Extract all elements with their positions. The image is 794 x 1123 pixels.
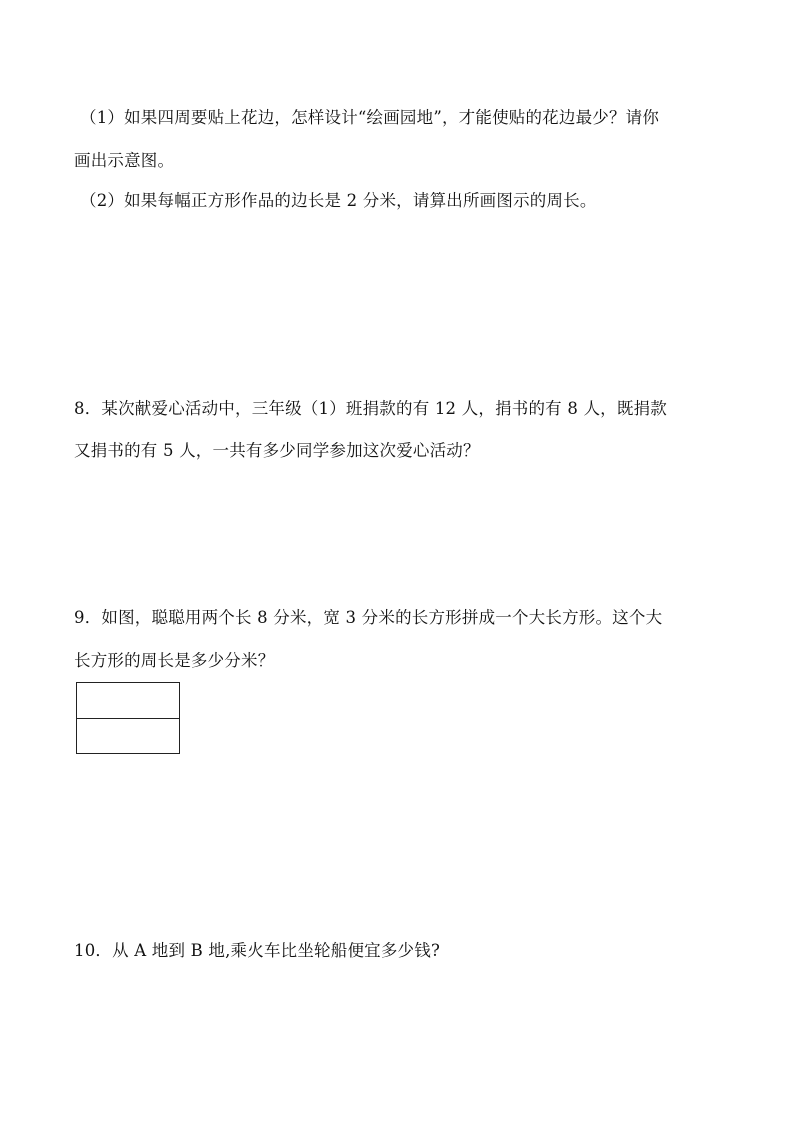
q7-part1-line2: 画出示意图。 bbox=[74, 151, 175, 170]
q9-line1: 9．如图，聪聪用两个长 8 分米，宽 3 分米的长方形拼成一个大长方形。这个大 bbox=[74, 608, 663, 627]
q8-line2: 又捐书的有 5 人，一共有多少同学参加这次爱心活动？ bbox=[74, 441, 480, 460]
q10-line1: 10．从 A 地到 B 地,乘火车比坐轮船便宜多少钱? bbox=[74, 941, 441, 960]
q8-line1: 8．某次献爱心活动中，三年级（1）班捐款的有 12 人，捐书的有 8 人，既捐款 bbox=[74, 399, 667, 418]
q7-part2: （2）如果每幅正方形作品的边长是 2 分米，请算出所画图示的周长。 bbox=[80, 191, 597, 210]
q9-rectangle-divider bbox=[77, 718, 179, 719]
q9-rectangle-figure bbox=[76, 682, 180, 754]
q9-line2: 长方形的周长是多少分米？ bbox=[74, 651, 275, 670]
q7-part1-line1: （1）如果四周要贴上花边，怎样设计“绘画园地”，才能使贴的花边最少？请你 bbox=[80, 108, 660, 127]
